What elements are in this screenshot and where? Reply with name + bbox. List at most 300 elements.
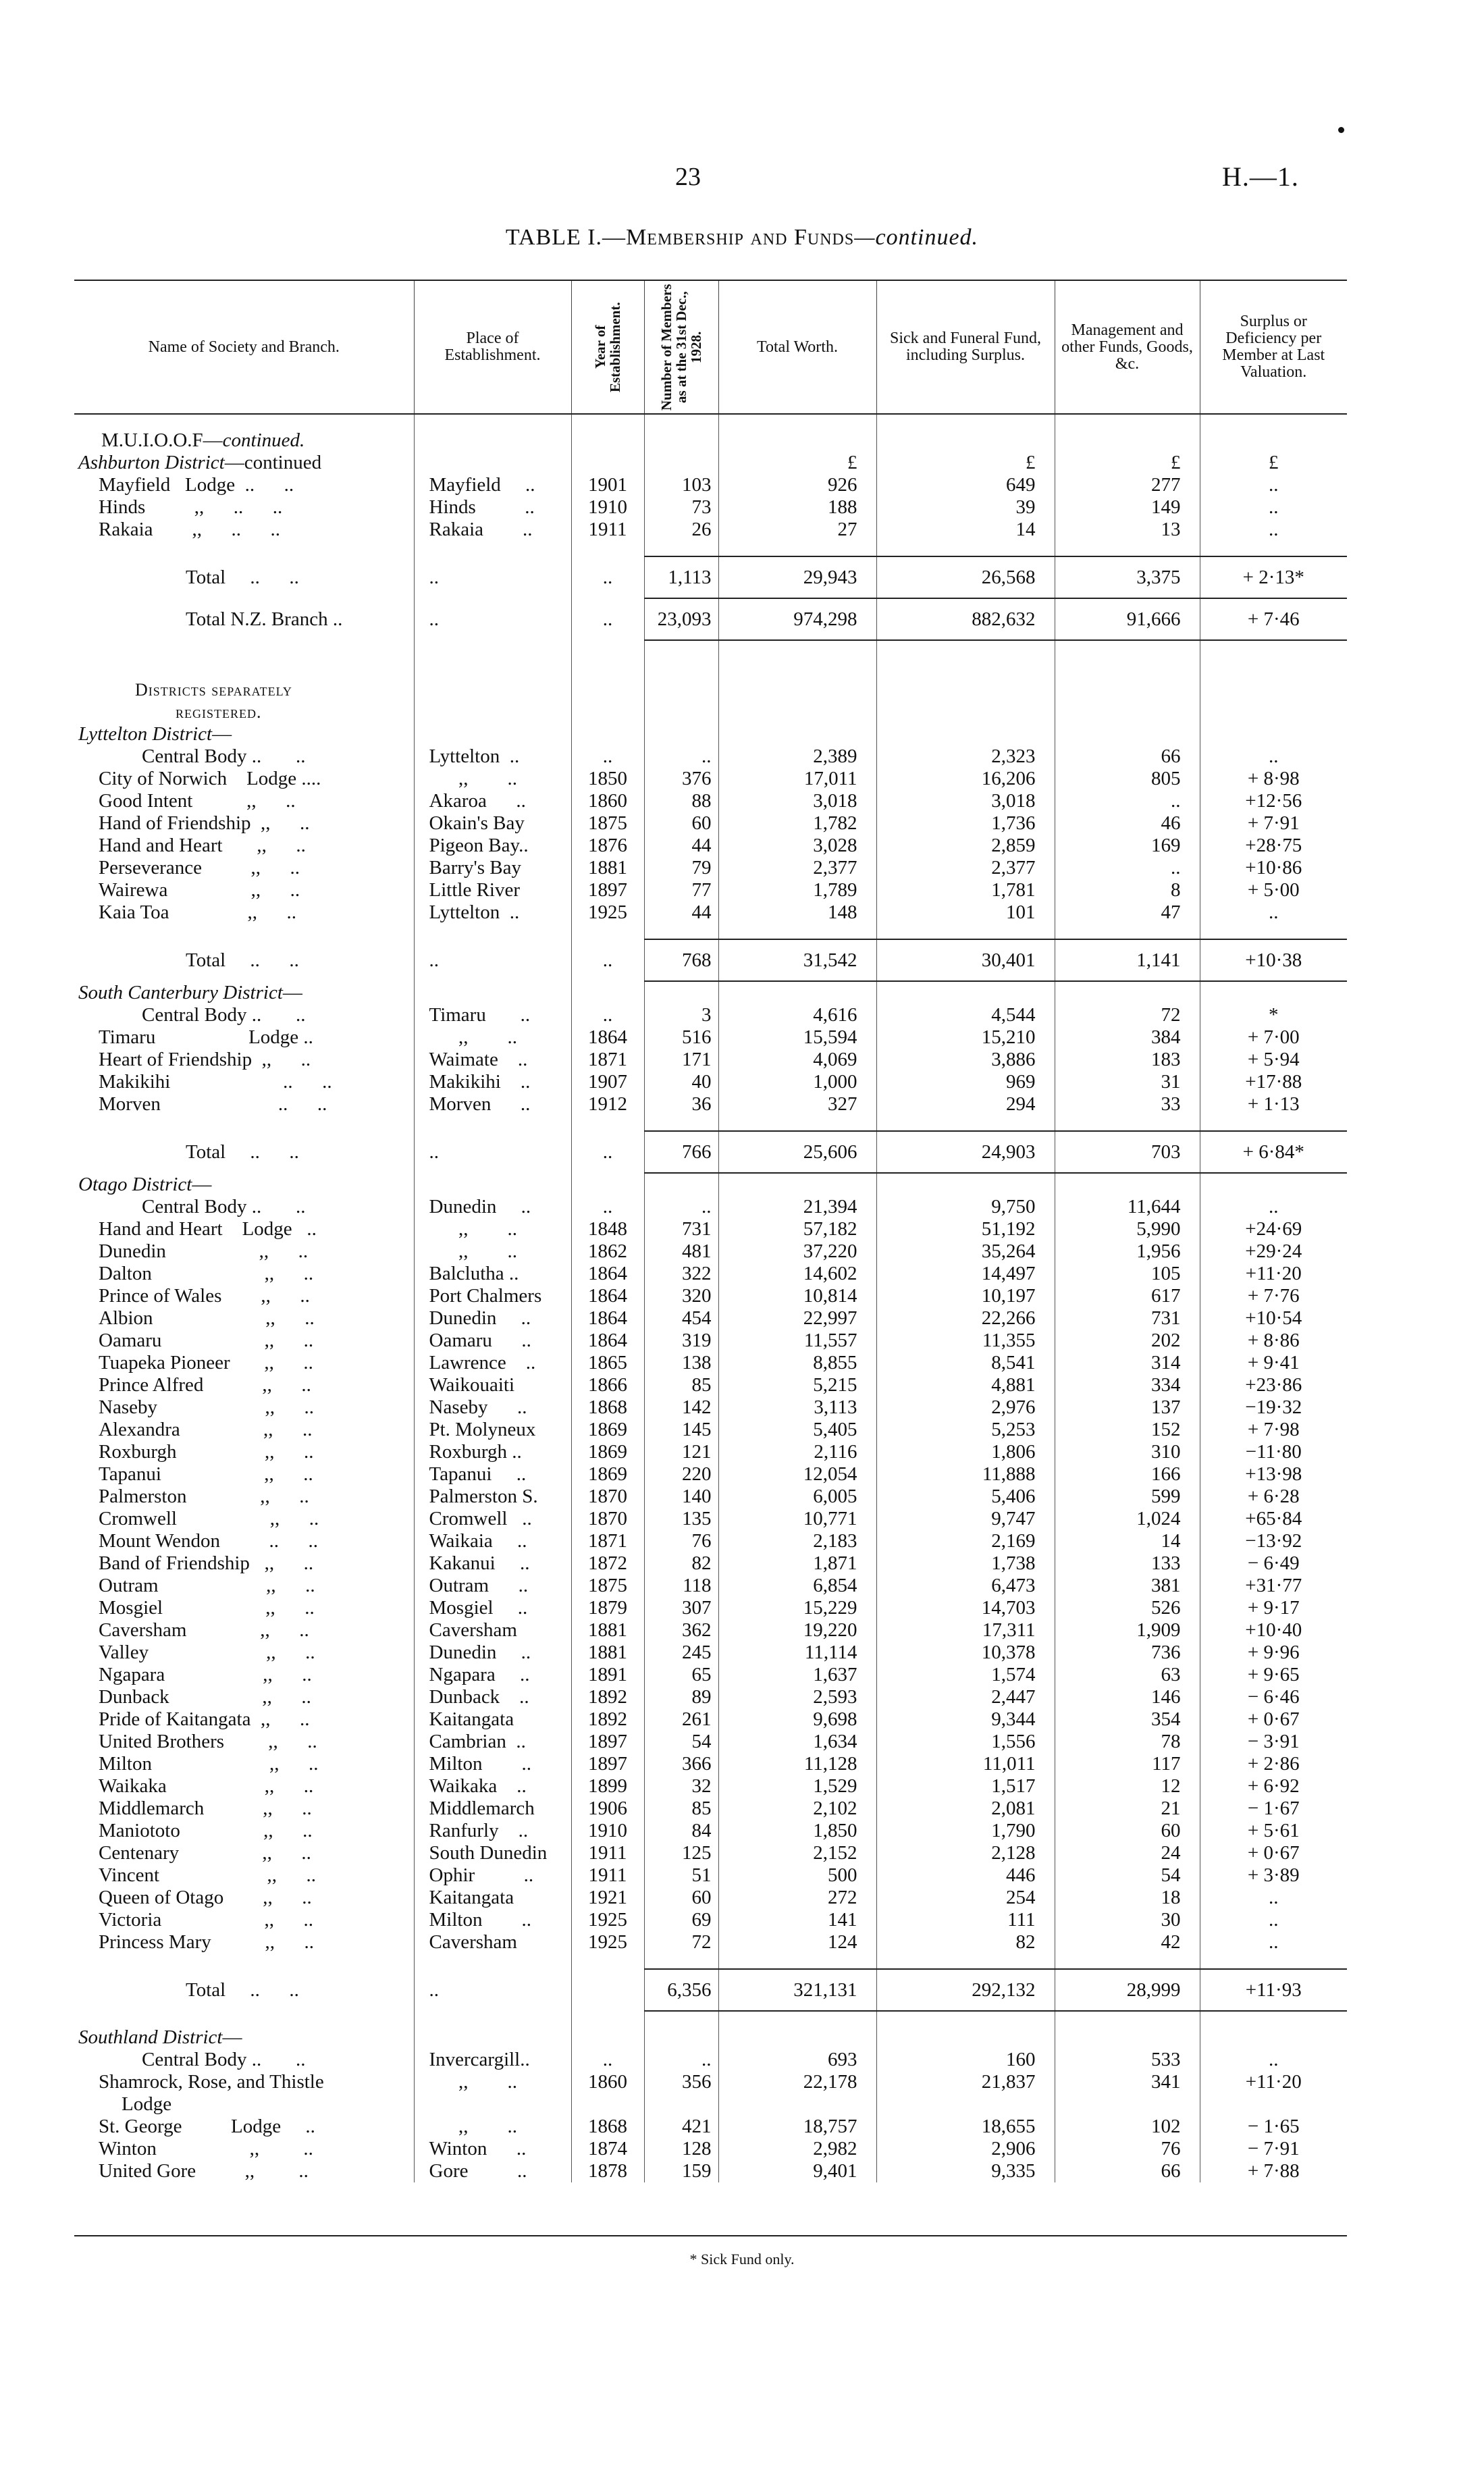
cell-members: 454 — [644, 1307, 718, 1330]
cell-members: 32 — [644, 1775, 718, 1798]
cell-total-worth: 25,606 — [718, 1131, 876, 1173]
cell-surplus: + 7·46 — [1200, 598, 1347, 640]
cell-total-worth: 141 — [718, 1909, 876, 1931]
cell-name: Kaia Toa ,, .. — [99, 901, 297, 923]
cell-total-worth — [718, 2093, 876, 2116]
cell-management: 72 — [1055, 1004, 1200, 1026]
cell-total-worth: 1,871 — [718, 1552, 876, 1575]
cell-year: 1901 — [571, 474, 644, 496]
cell-total-worth: 8,855 — [718, 1352, 876, 1374]
empty-cell — [718, 679, 876, 701]
cell-surplus: −11·80 — [1200, 1441, 1347, 1463]
cell-name: Total .. .. — [186, 949, 299, 971]
cell-members: 516 — [644, 1026, 718, 1049]
table-row — [74, 1004, 1347, 1026]
cell-members: 69 — [644, 1909, 718, 1931]
table-title — [0, 225, 1484, 251]
spacer-cell — [74, 2011, 414, 2026]
cell-surplus: − 3·91 — [1200, 1731, 1347, 1753]
empty-cell — [571, 2026, 644, 2049]
cell-members: 766 — [644, 1131, 718, 1173]
cell-surplus: + 6·28 — [1200, 1486, 1347, 1508]
currency-unit-total-worth — [718, 981, 876, 1004]
cell-members: 140 — [644, 1486, 718, 1508]
table-row — [74, 519, 1347, 541]
table-row — [74, 1463, 1347, 1486]
cell-total-worth: 188 — [718, 496, 876, 519]
cell-place: Mayfield .. — [414, 474, 571, 496]
cell-total-worth: 321,131 — [718, 1969, 876, 2011]
section-heading-row — [74, 701, 1347, 723]
spacer-cell — [414, 640, 571, 679]
cell-total-worth: 3,028 — [718, 835, 876, 857]
table-row — [74, 1396, 1347, 1419]
spacer-cell — [1055, 924, 1200, 939]
cell-management: 202 — [1055, 1330, 1200, 1352]
cell-total-worth: 15,594 — [718, 1026, 876, 1049]
empty-cell — [571, 981, 644, 1004]
cell-place: South Dunedin — [414, 1842, 571, 1864]
cell-surplus: + 7·00 — [1200, 1026, 1347, 1049]
spacer-cell — [571, 924, 644, 939]
cell-management: 334 — [1055, 1374, 1200, 1396]
cell-members: 85 — [644, 1798, 718, 1820]
currency-unit-sick-fund — [876, 1173, 1055, 1196]
district-name: Lyttelton District — [78, 723, 213, 745]
cell-place: Invercargill.. — [414, 2049, 571, 2071]
cell-management: 533 — [1055, 2049, 1200, 2071]
spacer-cell — [876, 414, 1055, 429]
ink-speck — [1338, 127, 1344, 133]
cell-total-worth: 1,637 — [718, 1664, 876, 1686]
table-row — [74, 768, 1347, 790]
cell-sick-fund: 1,790 — [876, 1820, 1055, 1842]
spacer-cell — [644, 414, 718, 429]
society-name: M.U.I.O.O.F— — [101, 429, 223, 451]
spacer-cell — [1200, 1954, 1347, 1969]
cell-management: 105 — [1055, 1263, 1200, 1285]
empty-cell — [571, 429, 644, 452]
cell-members: 79 — [644, 857, 718, 879]
cell-name: Heart of Friendship ,, .. — [99, 1049, 311, 1070]
cell-name: Vincent ,, .. — [99, 1864, 317, 1886]
cell-year: 1892 — [571, 1708, 644, 1731]
cell-name: Hand and Heart ,, .. — [99, 835, 306, 856]
empty-cell — [644, 1173, 718, 1196]
cell-year: 1864 — [571, 1263, 644, 1285]
spacer-row — [74, 414, 1347, 429]
spacer-cell — [571, 1954, 644, 1969]
spacer-cell — [718, 924, 876, 939]
cell-members: 125 — [644, 1842, 718, 1864]
district-name: Otago District — [78, 1173, 192, 1195]
cell-sick-fund: 1,738 — [876, 1552, 1055, 1575]
cell-total-worth: 6,854 — [718, 1575, 876, 1597]
cell-members: .. — [644, 745, 718, 768]
cell-name: Central Body .. .. — [142, 2049, 306, 2070]
cell-year: .. — [571, 1131, 644, 1173]
table-row — [74, 2160, 1347, 2182]
cell-management: 66 — [1055, 745, 1200, 768]
empty-cell — [414, 1173, 571, 1196]
cell-total-worth: 2,389 — [718, 745, 876, 768]
cell-year: .. — [571, 939, 644, 981]
table-row — [74, 1026, 1347, 1049]
cell-management: .. — [1055, 790, 1200, 812]
cell-surplus: .. — [1200, 2049, 1347, 2071]
cell-surplus: + 0·67 — [1200, 1708, 1347, 1731]
table-row — [74, 1887, 1347, 1909]
cell-name: Lodge — [122, 2093, 172, 2115]
cell-sick-fund: 15,210 — [876, 1026, 1055, 1049]
table-row — [74, 1196, 1347, 1218]
cell-management: 736 — [1055, 1642, 1200, 1664]
cell-place: Akaroa .. — [414, 790, 571, 812]
cell-name: Roxburgh ,, .. — [99, 1441, 314, 1463]
cell-name: Princess Mary ,, .. — [99, 1931, 314, 1953]
currency-unit-management — [1055, 981, 1200, 1004]
cell-surplus: + 5·00 — [1200, 879, 1347, 901]
cell-place: Cromwell .. — [414, 1508, 571, 1530]
cell-year: 1897 — [571, 879, 644, 901]
cell-members: 135 — [644, 1508, 718, 1530]
cell-management: 805 — [1055, 768, 1200, 790]
cell-place: Okain's Bay — [414, 812, 571, 835]
cell-members: 26 — [644, 519, 718, 541]
cell-total-worth: 500 — [718, 1864, 876, 1887]
cell-management: 341 — [1055, 2071, 1200, 2093]
header-year — [571, 280, 644, 414]
cell-total-worth: 5,405 — [718, 1419, 876, 1441]
cell-surplus: + 9·17 — [1200, 1597, 1347, 1619]
cell-place: Dunedin .. — [414, 1642, 571, 1664]
cell-members: 6,356 — [644, 1969, 718, 2011]
cell-year: 1868 — [571, 2116, 644, 2138]
cell-members: 76 — [644, 1530, 718, 1552]
cell-sick-fund: 292,132 — [876, 1969, 1055, 2011]
cell-management: 11,644 — [1055, 1196, 1200, 1218]
spacer-cell — [74, 640, 414, 679]
cell-members: 60 — [644, 812, 718, 835]
cell-members: 88 — [644, 790, 718, 812]
section-heading: registered. — [176, 702, 262, 722]
cell-management: 1,956 — [1055, 1240, 1200, 1263]
cell-place: Timaru .. — [414, 1004, 571, 1026]
cell-place: Little River — [414, 879, 571, 901]
cell-name: Hand and Heart Lodge .. — [99, 1218, 317, 1240]
cell-members: 51 — [644, 1864, 718, 1887]
currency-unit-surplus — [1200, 981, 1347, 1004]
cell-sick-fund: 111 — [876, 1909, 1055, 1931]
currency-unit-sick-fund — [876, 2026, 1055, 2049]
cell-sick-fund: 9,335 — [876, 2160, 1055, 2182]
spacer-cell — [1055, 541, 1200, 556]
cell-sick-fund: 3,886 — [876, 1049, 1055, 1071]
cell-place: Tapanui .. — [414, 1463, 571, 1486]
page-number: 23 — [675, 163, 701, 191]
cell-management: 310 — [1055, 1441, 1200, 1463]
cell-surplus: +65·84 — [1200, 1508, 1347, 1530]
table-row — [74, 790, 1347, 812]
table-row — [74, 1820, 1347, 1842]
bottom-rule — [74, 2235, 1347, 2236]
currency-unit-surplus — [1200, 2026, 1347, 2049]
table-row — [74, 1071, 1347, 1093]
spacer-cell — [644, 1954, 718, 1969]
cell-total-worth: 1,789 — [718, 879, 876, 901]
cell-members: 54 — [644, 1731, 718, 1753]
cell-name: Rakaia ,, .. .. — [99, 519, 281, 540]
cell-place: Roxburgh .. — [414, 1441, 571, 1463]
footnote: * Sick Fund only. — [689, 2251, 795, 2268]
cell-total-worth: 2,593 — [718, 1686, 876, 1708]
cell-surplus: + 5·94 — [1200, 1049, 1347, 1071]
empty-cell — [1055, 701, 1200, 723]
cell-management — [1055, 2093, 1200, 2116]
cell-surplus: .. — [1200, 1931, 1347, 1954]
spacer-row — [74, 2011, 1347, 2026]
cell-total-worth: 148 — [718, 901, 876, 924]
cell-name: Dunedin ,, .. — [99, 1240, 309, 1262]
cell-surplus: +10·40 — [1200, 1619, 1347, 1642]
cell-members: 356 — [644, 2071, 718, 2093]
cell-members: 366 — [644, 1753, 718, 1775]
cell-surplus: .. — [1200, 474, 1347, 496]
cell-place: Kaitangata — [414, 1708, 571, 1731]
cell-management: 33 — [1055, 1093, 1200, 1116]
table-row — [74, 835, 1347, 857]
district-suffix: — — [192, 1173, 212, 1195]
empty-cell — [414, 452, 571, 474]
cell-year: 1868 — [571, 1396, 644, 1419]
cell-members: .. — [644, 1196, 718, 1218]
total-row — [74, 1131, 1347, 1173]
cell-total-worth: 327 — [718, 1093, 876, 1116]
table-row — [74, 1575, 1347, 1597]
table-row — [74, 1931, 1347, 1954]
cell-members: 73 — [644, 496, 718, 519]
cell-sick-fund: 5,406 — [876, 1486, 1055, 1508]
cell-sick-fund: 2,169 — [876, 1530, 1055, 1552]
cell-year: 1897 — [571, 1731, 644, 1753]
cell-members: 40 — [644, 1071, 718, 1093]
cell-management: 1,909 — [1055, 1619, 1200, 1642]
cell-surplus: .. — [1200, 745, 1347, 768]
table-row — [74, 1708, 1347, 1731]
empty-cell — [571, 701, 644, 723]
cell-year: 1925 — [571, 1931, 644, 1954]
cell-year: 1866 — [571, 1374, 644, 1396]
cell-management: .. — [1055, 857, 1200, 879]
total-row — [74, 1969, 1347, 2011]
cell-management: 30 — [1055, 1909, 1200, 1931]
cell-members: 261 — [644, 1708, 718, 1731]
cell-sick-fund: 14 — [876, 519, 1055, 541]
cell-year: .. — [571, 1196, 644, 1218]
cell-sick-fund: 9,344 — [876, 1708, 1055, 1731]
table-row — [74, 1307, 1347, 1330]
spacer-cell — [876, 1116, 1055, 1131]
cell-sick-fund: 649 — [876, 474, 1055, 496]
cell-surplus: .. — [1200, 901, 1347, 924]
cell-sick-fund: 2,128 — [876, 1842, 1055, 1864]
cell-total-worth: 9,698 — [718, 1708, 876, 1731]
spacer-row — [74, 541, 1347, 556]
cell-sick-fund: 9,747 — [876, 1508, 1055, 1530]
cell-members: 320 — [644, 1285, 718, 1307]
cell-place: Balclutha .. — [414, 1263, 571, 1285]
cell-members: 142 — [644, 1396, 718, 1419]
cell-sick-fund: 21,837 — [876, 2071, 1055, 2093]
cell-members: 85 — [644, 1374, 718, 1396]
table-row — [74, 1642, 1347, 1664]
cell-sick-fund: 10,378 — [876, 1642, 1055, 1664]
cell-year: 1874 — [571, 2138, 644, 2160]
cell-management: 1,141 — [1055, 939, 1200, 981]
table-row — [74, 1419, 1347, 1441]
header-name: Name of Society and Branch. — [74, 280, 414, 414]
cell-sick-fund: 2,377 — [876, 857, 1055, 879]
cell-sick-fund: 254 — [876, 1887, 1055, 1909]
empty-cell — [414, 679, 571, 701]
cell-year: .. — [571, 556, 644, 598]
cell-total-worth: 12,054 — [718, 1463, 876, 1486]
district-heading — [74, 1173, 414, 1196]
cell-place: Pigeon Bay.. — [414, 835, 571, 857]
cell-total-worth: 926 — [718, 474, 876, 496]
cell-year: 1860 — [571, 2071, 644, 2093]
cell-members: 84 — [644, 1820, 718, 1842]
cell-year: 1881 — [571, 1642, 644, 1664]
cell-total-worth: 17,011 — [718, 768, 876, 790]
cell-management: 1,024 — [1055, 1508, 1200, 1530]
district-heading — [74, 723, 414, 745]
table-row — [74, 1441, 1347, 1463]
cell-name: Valley ,, .. — [99, 1642, 315, 1663]
table-row — [74, 1508, 1347, 1530]
cell-management: 354 — [1055, 1708, 1200, 1731]
table-row — [74, 1619, 1347, 1642]
empty-cell — [644, 452, 718, 474]
document-reference: H.—1. — [1222, 161, 1299, 192]
cell-management: 14 — [1055, 1530, 1200, 1552]
spacer-cell — [718, 1116, 876, 1131]
cell-year: .. — [571, 745, 644, 768]
cell-total-worth: 10,771 — [718, 1508, 876, 1530]
cell-name: Good Intent ,, .. — [99, 790, 296, 812]
cell-surplus: +11·93 — [1200, 1969, 1347, 2011]
empty-cell — [644, 679, 718, 701]
spacer-cell — [414, 541, 571, 556]
cell-year: 1925 — [571, 901, 644, 924]
table-row — [74, 496, 1347, 519]
cell-sick-fund: 101 — [876, 901, 1055, 924]
cell-place — [414, 2093, 571, 2116]
cell-total-worth: 11,128 — [718, 1753, 876, 1775]
cell-members: 731 — [644, 1218, 718, 1240]
cell-surplus: * — [1200, 1004, 1347, 1026]
cell-place: .. — [414, 556, 571, 598]
cell-sick-fund: 10,197 — [876, 1285, 1055, 1307]
cell-surplus: +10·54 — [1200, 1307, 1347, 1330]
cell-sick-fund: 16,206 — [876, 768, 1055, 790]
cell-members: 362 — [644, 1619, 718, 1642]
cell-name: Milton ,, .. — [99, 1753, 319, 1775]
cell-surplus: + 7·76 — [1200, 1285, 1347, 1307]
cell-surplus: + 2·13* — [1200, 556, 1347, 598]
table-row — [74, 1775, 1347, 1798]
cell-members: .. — [644, 2049, 718, 2071]
cell-name: Outram ,, .. — [99, 1575, 315, 1596]
cell-management: 169 — [1055, 835, 1200, 857]
currency-unit-sick-fund — [876, 429, 1055, 452]
cell-total-worth: 21,394 — [718, 1196, 876, 1218]
cell-surplus: + 7·98 — [1200, 1419, 1347, 1441]
cell-members: 128 — [644, 2138, 718, 2160]
cell-name: United Brothers ,, .. — [99, 1731, 317, 1752]
district-suffix: — — [212, 723, 232, 745]
cell-sick-fund: 24,903 — [876, 1131, 1055, 1173]
cell-year: 1869 — [571, 1419, 644, 1441]
district-heading-row — [74, 981, 1347, 1004]
cell-year: 1871 — [571, 1049, 644, 1071]
cell-members: 245 — [644, 1642, 718, 1664]
empty-cell — [876, 701, 1055, 723]
table-row — [74, 1352, 1347, 1374]
table-row — [74, 812, 1347, 835]
cell-members: 65 — [644, 1664, 718, 1686]
table-row — [74, 745, 1347, 768]
spacer-cell — [718, 640, 876, 679]
cell-total-worth: 29,943 — [718, 556, 876, 598]
cell-surplus: + 6·92 — [1200, 1775, 1347, 1798]
cell-sick-fund: 1,556 — [876, 1731, 1055, 1753]
empty-cell — [718, 701, 876, 723]
district-heading-row — [74, 2026, 1347, 2049]
header-place: Place of Establishment. — [414, 280, 571, 414]
header-year-text: Year of Establishment. — [592, 302, 623, 392]
cell-year: 1910 — [571, 1820, 644, 1842]
spacer-cell — [414, 2011, 571, 2026]
cell-place: Dunedin .. — [414, 1307, 571, 1330]
district-name: South Canterbury District — [78, 981, 283, 1003]
cell-members: 1,113 — [644, 556, 718, 598]
cell-management: 28,999 — [1055, 1969, 1200, 2011]
cell-members: 44 — [644, 901, 718, 924]
currency-unit-total-worth — [718, 1173, 876, 1196]
cell-place: Milton .. — [414, 1753, 571, 1775]
cell-total-worth: 15,229 — [718, 1597, 876, 1619]
spacer-cell — [1200, 1116, 1347, 1131]
table-row — [74, 879, 1347, 901]
district-heading — [74, 2026, 414, 2049]
cell-sick-fund: 160 — [876, 2049, 1055, 2071]
empty-cell — [644, 429, 718, 452]
cell-name: Victoria ,, .. — [99, 1909, 314, 1931]
cell-management: 137 — [1055, 1396, 1200, 1419]
cell-surplus: + 2·86 — [1200, 1753, 1347, 1775]
cell-members: 36 — [644, 1093, 718, 1116]
table-row — [74, 1909, 1347, 1931]
cell-management: 3,375 — [1055, 556, 1200, 598]
cell-year: 1881 — [571, 1619, 644, 1642]
currency-unit-total-worth: £ — [718, 452, 876, 474]
empty-cell — [414, 981, 571, 1004]
spacer-cell — [74, 414, 414, 429]
total-row — [74, 556, 1347, 598]
spacer-cell — [718, 2011, 876, 2026]
cell-members: 376 — [644, 768, 718, 790]
